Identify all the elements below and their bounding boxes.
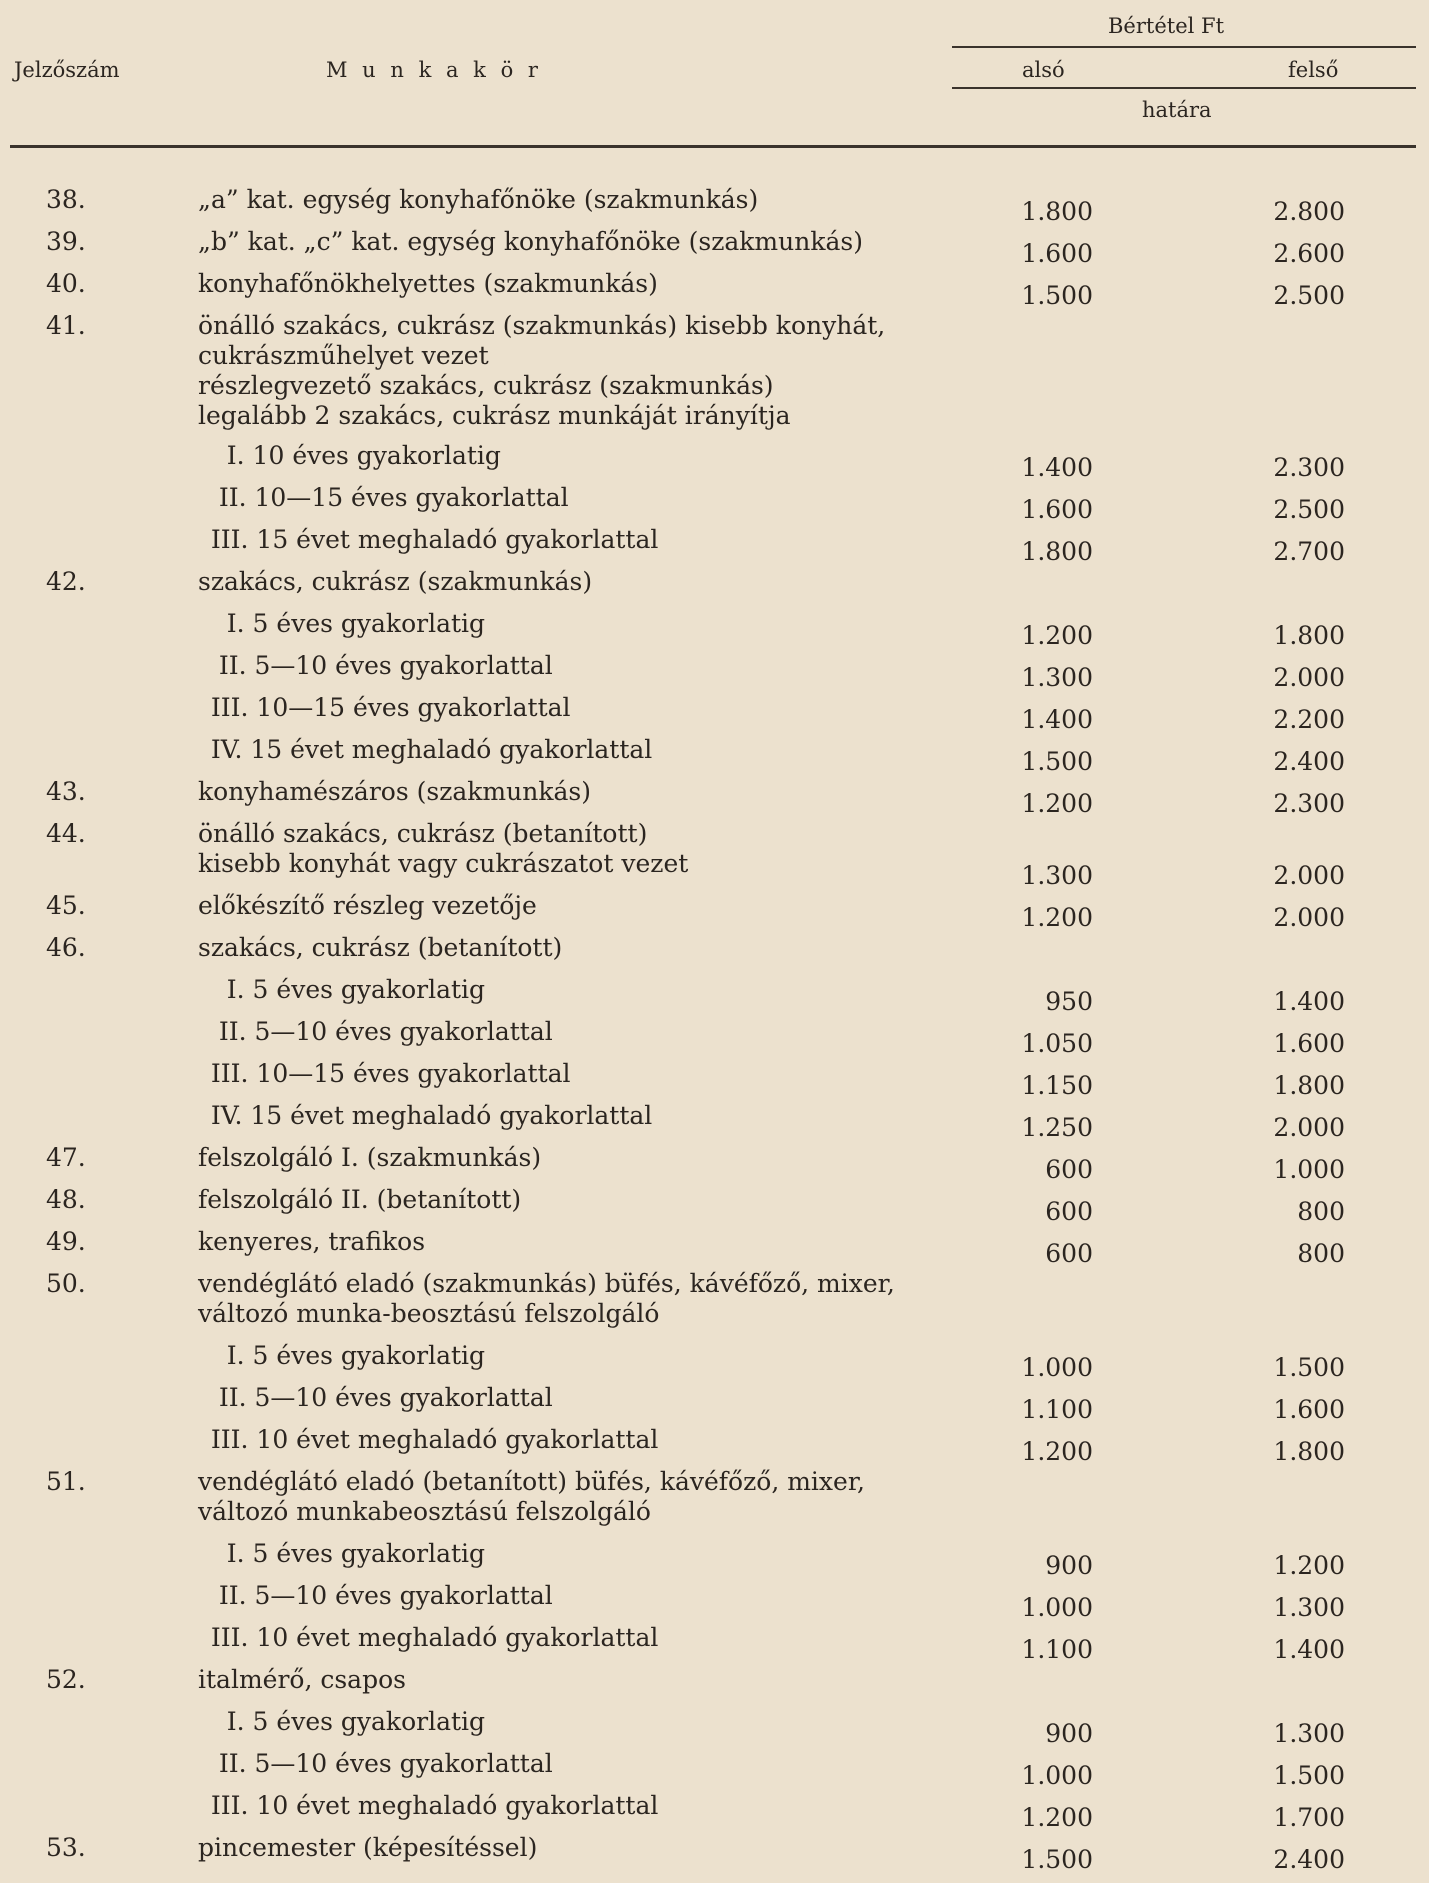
lower-limit-header: alsó	[1022, 58, 1065, 82]
row-job-title: önálló szakács, cukrász (betanított) kisebb konyhát vagy cukrászatot vezet	[198, 819, 689, 878]
row-job-title: előkészítő részleg vezetője	[198, 891, 537, 920]
row-job-title: I. 5 éves gyakorlatig	[195, 1707, 486, 1736]
row-job-title: I. 10 éves gyakorlatig	[195, 441, 501, 470]
row-lower-limit: 1.100	[1021, 1395, 1093, 1424]
row-code: 42.	[46, 567, 86, 596]
table-row	[0, 1143, 1429, 1185]
row-upper-limit: 2.200	[1273, 705, 1345, 734]
table-row	[0, 1707, 1429, 1749]
row-job-title: I. 5 éves gyakorlatig	[195, 975, 486, 1004]
table-row	[0, 185, 1429, 227]
table-row	[0, 819, 1429, 891]
row-lower-limit: 1.600	[1021, 495, 1093, 524]
table-row	[0, 1017, 1429, 1059]
row-upper-limit: 1.300	[1273, 1719, 1345, 1748]
row-upper-limit: 1.600	[1273, 1029, 1345, 1058]
table-row	[0, 1791, 1429, 1833]
table-row	[0, 567, 1429, 609]
row-lower-limit: 1.600	[1021, 239, 1093, 268]
limit-header: határa	[1142, 98, 1212, 122]
row-job-title: III. 15 évet meghaladó gyakorlattal	[195, 525, 659, 554]
job-column-header: M u n k a k ö r	[326, 58, 542, 82]
row-upper-limit: 2.400	[1273, 1845, 1345, 1874]
row-lower-limit: 1.000	[1021, 1761, 1093, 1790]
row-upper-limit: 1.500	[1273, 1761, 1345, 1790]
row-job-title: konyhamészáros (szakmunkás)	[198, 777, 591, 806]
row-upper-limit: 2.600	[1273, 239, 1345, 268]
row-job-title: II. 5—10 éves gyakorlattal	[195, 1383, 553, 1412]
table-row	[0, 1269, 1429, 1341]
row-job-title: III. 10—15 éves gyakorlattal	[195, 1059, 571, 1088]
row-lower-limit: 1.150	[1021, 1071, 1093, 1100]
wage-table-body	[0, 185, 1429, 1875]
row-code: 48.	[46, 1185, 86, 1214]
row-lower-limit: 900	[1045, 1719, 1093, 1748]
row-upper-limit: 1.400	[1273, 1635, 1345, 1664]
table-row	[0, 1227, 1429, 1269]
row-lower-limit: 1.200	[1021, 1803, 1093, 1832]
row-code: 41.	[46, 311, 86, 340]
row-upper-limit: 2.300	[1273, 453, 1345, 482]
table-row	[0, 1101, 1429, 1143]
table-row	[0, 1059, 1429, 1101]
row-upper-limit: 1.300	[1273, 1593, 1345, 1622]
row-upper-limit: 1.800	[1273, 621, 1345, 650]
row-code: 43.	[46, 777, 86, 806]
table-row	[0, 1749, 1429, 1791]
table-row	[0, 975, 1429, 1017]
row-lower-limit: 1.200	[1021, 621, 1093, 650]
table-row	[0, 1539, 1429, 1581]
row-job-title: II. 5—10 éves gyakorlattal	[195, 1749, 553, 1778]
row-job-title: szakács, cukrász (betanított)	[198, 933, 563, 962]
row-lower-limit: 1.300	[1021, 663, 1093, 692]
row-job-title: II. 10—15 éves gyakorlattal	[195, 483, 569, 512]
row-upper-limit: 1.500	[1273, 1353, 1345, 1382]
row-job-title: szakács, cukrász (szakmunkás)	[198, 567, 593, 596]
row-code: 38.	[46, 185, 86, 214]
row-code: 50.	[46, 1269, 86, 1298]
table-row	[0, 693, 1429, 735]
table-row	[0, 651, 1429, 693]
row-lower-limit: 1.200	[1021, 789, 1093, 818]
table-row	[0, 483, 1429, 525]
code-column-header: Jelzőszám	[14, 58, 120, 82]
row-lower-limit: 1.050	[1021, 1029, 1093, 1058]
row-upper-limit: 2.500	[1273, 495, 1345, 524]
row-code: 39.	[46, 227, 86, 256]
row-code: 40.	[46, 269, 86, 298]
row-upper-limit: 1.400	[1273, 987, 1345, 1016]
table-row	[0, 1185, 1429, 1227]
row-upper-limit: 2.300	[1273, 789, 1345, 818]
row-lower-limit: 1.200	[1021, 1437, 1093, 1466]
row-job-title: konyhafőnökhelyettes (szakmunkás)	[198, 269, 658, 298]
row-job-title: felszolgáló II. (betanított)	[198, 1185, 522, 1214]
table-row	[0, 441, 1429, 483]
row-code: 52.	[46, 1665, 86, 1694]
row-lower-limit: 950	[1045, 987, 1093, 1016]
row-upper-limit: 2.000	[1273, 1113, 1345, 1142]
table-row	[0, 933, 1429, 975]
row-job-title: III. 10—15 éves gyakorlattal	[195, 693, 571, 722]
table-row	[0, 227, 1429, 269]
row-upper-limit: 1.200	[1273, 1551, 1345, 1580]
row-job-title: pincemester (képesítéssel)	[198, 1833, 538, 1862]
row-job-title: II. 5—10 éves gyakorlattal	[195, 1581, 553, 1610]
row-job-title: II. 5—10 éves gyakorlattal	[195, 1017, 553, 1046]
row-upper-limit: 2.000	[1273, 663, 1345, 692]
row-lower-limit: 1.400	[1021, 705, 1093, 734]
row-upper-limit: 2.500	[1273, 281, 1345, 310]
row-code: 49.	[46, 1227, 86, 1256]
row-job-title: önálló szakács, cukrász (szakmunkás) kisebb konyhát, cukrászműhelyet vezet részlegvezető szakács, cukrász (szakmunkás) legalább 2 szakács, cukrász munkáját irányítja	[198, 311, 886, 430]
header-rule-top	[952, 46, 1416, 48]
row-code: 51.	[46, 1467, 86, 1496]
row-job-title: I. 5 éves gyakorlatig	[195, 1341, 486, 1370]
table-row	[0, 1341, 1429, 1383]
row-upper-limit: 2.800	[1273, 197, 1345, 226]
row-lower-limit: 1.500	[1021, 747, 1093, 776]
table-row	[0, 1467, 1429, 1539]
row-lower-limit: 1.800	[1021, 197, 1093, 226]
row-upper-limit: 1.700	[1273, 1803, 1345, 1832]
upper-limit-header: felső	[1288, 58, 1339, 82]
row-job-title: felszolgáló I. (szakmunkás)	[198, 1143, 542, 1172]
table-row	[0, 609, 1429, 651]
row-lower-limit: 1.500	[1021, 1845, 1093, 1874]
row-lower-limit: 1.250	[1021, 1113, 1093, 1142]
row-job-title: vendéglátó eladó (szakmunkás) büfés, kávéfőző, mixer, változó munka-beosztású felszolgáló	[198, 1269, 895, 1328]
row-upper-limit: 1.800	[1273, 1437, 1345, 1466]
row-lower-limit: 600	[1045, 1155, 1093, 1184]
table-row	[0, 1425, 1429, 1467]
row-upper-limit: 2.700	[1273, 537, 1345, 566]
row-upper-limit: 1.000	[1273, 1155, 1345, 1184]
row-code: 44.	[46, 819, 86, 848]
row-upper-limit: 800	[1297, 1197, 1345, 1226]
row-job-title: I. 5 éves gyakorlatig	[195, 609, 486, 638]
row-job-title: „b” kat. „c” kat. egység konyhafőnöke (szakmunkás)	[198, 227, 863, 256]
row-lower-limit: 1.800	[1021, 537, 1093, 566]
row-lower-limit: 1.200	[1021, 903, 1093, 932]
table-row	[0, 1833, 1429, 1875]
table-row	[0, 525, 1429, 567]
row-job-title: III. 10 évet meghaladó gyakorlattal	[195, 1791, 659, 1820]
row-upper-limit: 2.000	[1273, 861, 1345, 890]
row-job-title: kenyeres, trafikos	[198, 1227, 426, 1256]
row-job-title: vendéglátó eladó (betanított) büfés, kávéfőző, mixer, változó munkabeosztású felszolgáló	[198, 1467, 865, 1526]
header-rule-bottom	[10, 145, 1416, 148]
row-job-title: III. 10 évet meghaladó gyakorlattal	[195, 1425, 659, 1454]
row-lower-limit: 1.500	[1021, 281, 1093, 310]
row-lower-limit: 900	[1045, 1551, 1093, 1580]
row-upper-limit: 2.400	[1273, 747, 1345, 776]
row-job-title: IV. 15 évet meghaladó gyakorlattal	[195, 1101, 653, 1130]
row-job-title: I. 5 éves gyakorlatig	[195, 1539, 486, 1568]
table-row	[0, 269, 1429, 311]
row-code: 46.	[46, 933, 86, 962]
row-job-title: italmérő, csapos	[198, 1665, 406, 1694]
table-row	[0, 891, 1429, 933]
table-row	[0, 1665, 1429, 1707]
row-upper-limit: 800	[1297, 1239, 1345, 1268]
table-row	[0, 735, 1429, 777]
row-lower-limit: 1.100	[1021, 1635, 1093, 1664]
table-row	[0, 777, 1429, 819]
row-job-title: III. 10 évet meghaladó gyakorlattal	[195, 1623, 659, 1652]
row-lower-limit: 600	[1045, 1239, 1093, 1268]
row-lower-limit: 1.000	[1021, 1593, 1093, 1622]
table-row	[0, 1623, 1429, 1665]
row-lower-limit: 1.400	[1021, 453, 1093, 482]
table-row	[0, 311, 1429, 441]
row-upper-limit: 2.000	[1273, 903, 1345, 932]
table-row	[0, 1581, 1429, 1623]
row-upper-limit: 1.600	[1273, 1395, 1345, 1424]
row-code: 53.	[46, 1833, 86, 1862]
table-row	[0, 1383, 1429, 1425]
row-lower-limit: 1.000	[1021, 1353, 1093, 1382]
row-lower-limit: 1.300	[1021, 861, 1093, 890]
header-rule-middle	[952, 87, 1416, 89]
row-job-title: IV. 15 évet meghaladó gyakorlattal	[195, 735, 653, 764]
row-job-title: II. 5—10 éves gyakorlattal	[195, 651, 553, 680]
row-code: 47.	[46, 1143, 86, 1172]
row-lower-limit: 600	[1045, 1197, 1093, 1226]
row-upper-limit: 1.800	[1273, 1071, 1345, 1100]
row-code: 45.	[46, 891, 86, 920]
wage-group-header: Bértétel Ft	[1108, 14, 1225, 38]
row-job-title: „a” kat. egység konyhafőnöke (szakmunkás)	[198, 185, 759, 214]
